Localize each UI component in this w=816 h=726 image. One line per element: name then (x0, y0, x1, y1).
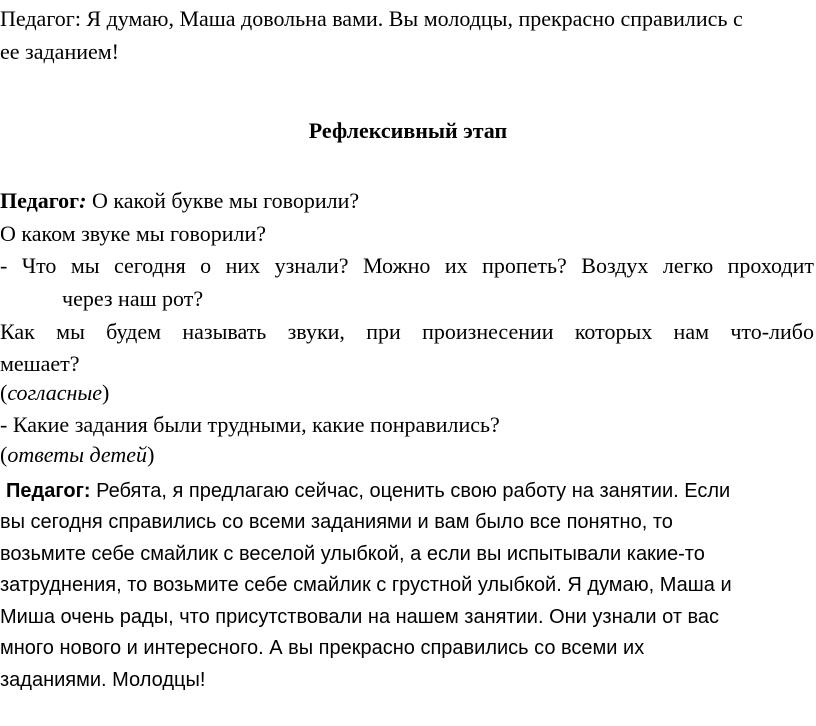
dialogue-question-2: О каком звуке мы говорили? (0, 221, 267, 246)
closing-line-4: затруднения, то возьмите себе смайлик с грустной улыбкой. Я думаю, Маша и (0, 574, 732, 596)
closing-line-7: заданиями. Молодцы! (0, 669, 206, 691)
dialogue-question-4-line-1: Как мы будем называть звуки, при произнесении которых нам что-либо (0, 319, 814, 344)
closing-line-6: много нового и интересного. А вы прекрасно справились со всеми их (0, 637, 645, 659)
dialogue-question-3-line-1: - Что мы сегодня о них узнали? Можно их пропеть? Воздух легко проходит (0, 253, 814, 278)
question-1-text: О какой букве мы говорили? (86, 188, 360, 213)
closing-line-5: Миша очень рады, что присутствовали на нашем занятии. Они узнали от вас (0, 606, 720, 628)
answer-consonants: (согласные) (0, 380, 110, 405)
answer-children: (ответы детей) (0, 442, 155, 467)
intro-line-1: Педагог: Я думаю, Маша довольна вами. Вы молодцы, прекрасно справились с (0, 6, 743, 31)
dialogue-question-3-line-2: через наш рот? (62, 286, 204, 311)
dialogue-question-5: - Какие задания были трудными, какие понравились? (0, 412, 500, 437)
closing-speaker-label: Педагог: (6, 480, 91, 502)
closing-line-3: возьмите себе смайлик с веселой улыбкой, а если вы испытывали какие-то (0, 543, 705, 565)
section-title: Рефлексивный этап (308, 118, 508, 143)
closing-line-2: вы сегодня справились со всеми заданиями и вам было все понятно, то (0, 511, 673, 533)
closing-line-1 (6, 476, 730, 506)
speaker-colon: : (79, 188, 87, 213)
dialogue-question-4-line-2: мешает? (0, 351, 80, 376)
closing-line-1-text: Ребята, я предлагаю сейчас, оценить свою работу на занятии. Если (90, 480, 731, 502)
intro-line-2: ее заданием! (0, 39, 120, 64)
dialogue-question-1 (0, 186, 359, 216)
speaker-label: Педагог (0, 188, 80, 213)
answer-consonants-text: согласные (7, 380, 103, 405)
answer-children-text: ответы детей (7, 442, 148, 467)
